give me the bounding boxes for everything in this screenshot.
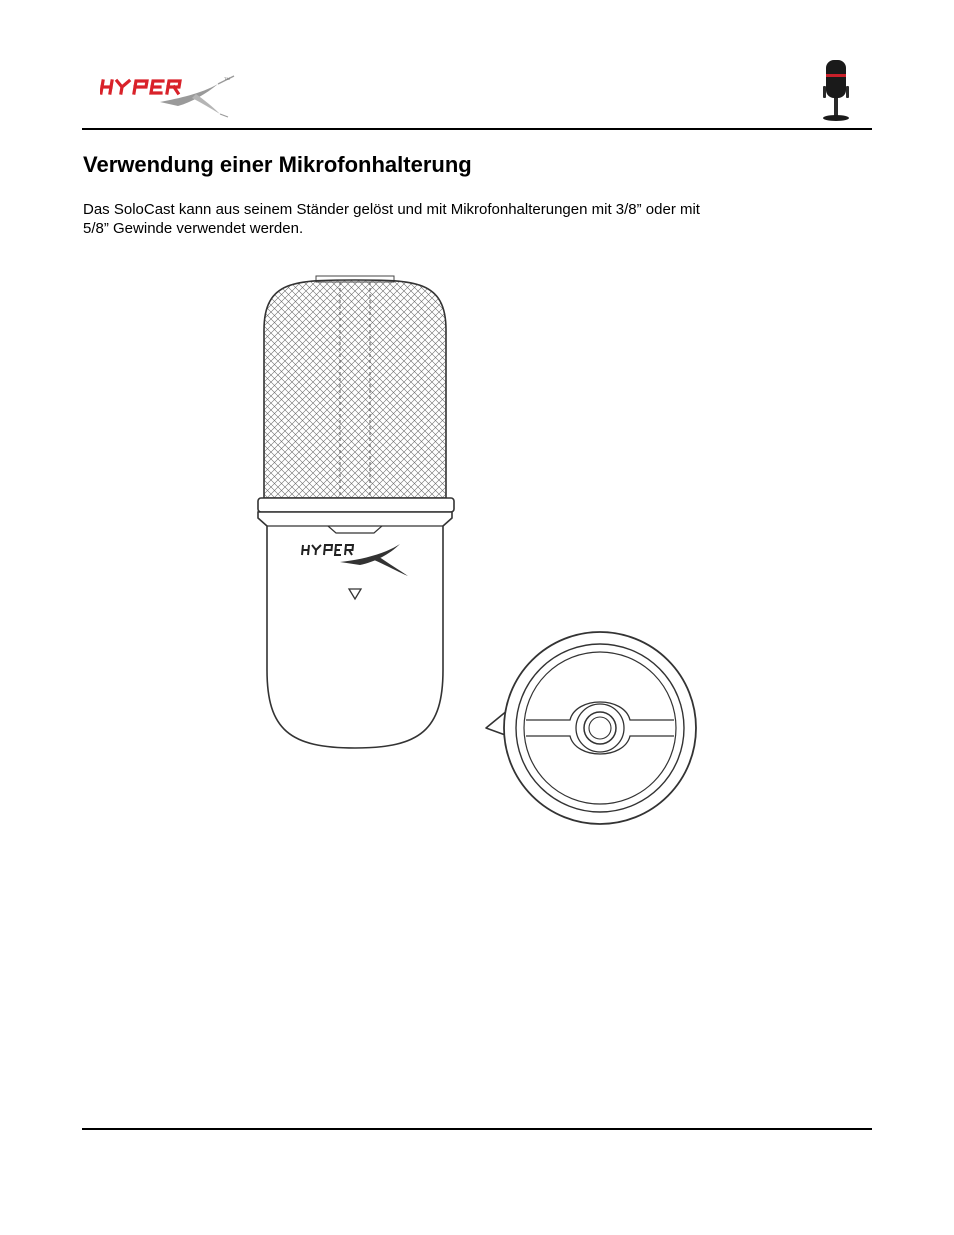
hyperx-logo [100,74,242,118]
microphone-icon [820,58,852,122]
page-header [82,0,872,129]
microphone-illustration [250,270,710,835]
page-title: Verwendung einer Mikrofonhalterung [83,152,472,177]
body-line: Das SoloCast kann aus seinem Ständer gelöst und mit Mikrofonhalterungen mit 3/8” oder mit [83,201,700,218]
body-line: 5/8” Gewinde verwendet werden. [83,220,304,237]
svg-text:TM: TM [224,76,230,81]
thread-mount-detail [504,632,696,824]
body-paragraph [83,200,803,238]
footer-divider [82,1128,872,1130]
header-divider [82,128,872,130]
